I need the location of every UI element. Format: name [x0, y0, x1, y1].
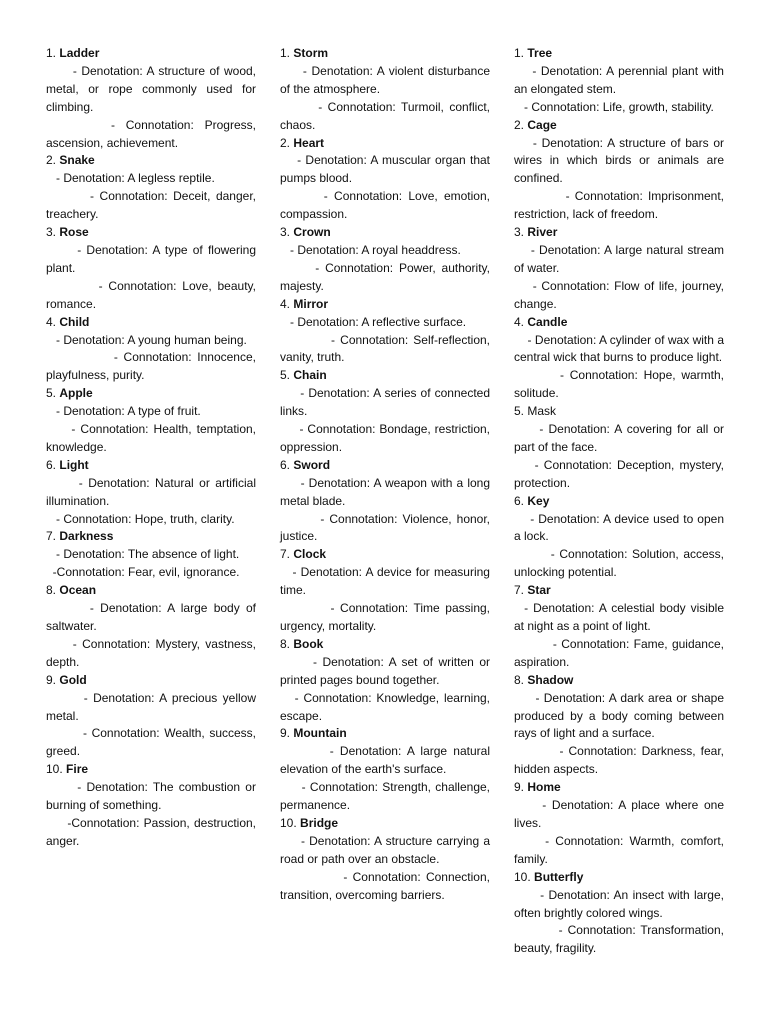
entry-number: 4.: [514, 314, 525, 329]
denotation-text: - Denotation: A covering for all or part of the face.: [514, 422, 728, 454]
denotation-text: - Denotation: A dark area or shape produced by a body coming between rays of light and a surface.: [514, 690, 728, 741]
word-entry: [280, 135, 494, 225]
word-entry: [280, 815, 494, 905]
entry-heading: [514, 582, 724, 600]
denotation-text: - Denotation: A device used to open a lock.: [514, 511, 728, 544]
connotation-text: - Connotation: Wealth, success, greed.: [46, 726, 260, 759]
connotation-text: - Connotation: Self-reflection, vanity, truth.: [280, 332, 494, 365]
entry-heading: [514, 45, 724, 63]
denotation-text: - Denotation: A series of connected links.: [280, 386, 494, 419]
entry-term: Mirror: [293, 296, 329, 311]
entry-heading: [46, 672, 256, 690]
entry-heading: [46, 314, 256, 332]
entry-number: 9.: [514, 780, 525, 795]
denotation-text: - Denotation: The absence of light.: [46, 547, 240, 562]
word-entry: [514, 779, 728, 869]
connotation-text: - Connotation: Flow of life, journey, change.: [514, 278, 728, 311]
denotation-text: - Denotation: A structure of wood, metal, or rope commonly used for climbing.: [46, 63, 260, 114]
word-entry: [280, 45, 494, 135]
entry-number: 2.: [46, 153, 57, 168]
denotation-text: - Denotation: A type of flowering plant.: [46, 242, 260, 275]
word-entry: [514, 672, 728, 779]
entry-term: Storm: [293, 46, 329, 60]
connotation-text: - Connotation: Power, authority, majesty.: [280, 260, 494, 293]
column-left: [46, 45, 260, 851]
word-entry: [514, 582, 728, 672]
entry-number: 1.: [280, 46, 291, 60]
connotation-text: - Connotation: Turmoil, conflict, chaos.: [280, 99, 494, 132]
entry-number: 6.: [280, 457, 291, 472]
connotation-text: - Connotation: Health, temptation, knowledge.: [46, 422, 260, 454]
connotation-text: -Connotation: Fear, evil, ignorance.: [46, 565, 240, 580]
entry-term: Clock: [293, 547, 327, 562]
entry-number: 6.: [46, 457, 57, 472]
entry-number: 5.: [280, 368, 291, 383]
word-entry: [46, 457, 260, 529]
entry-term: Chain: [293, 368, 327, 383]
entry-term: Rose: [59, 225, 89, 240]
entry-heading: [46, 582, 256, 600]
word-entry: [280, 725, 494, 815]
entry-term: Child: [59, 314, 90, 329]
entry-heading: [514, 224, 724, 242]
denotation-text: - Denotation: A device for measuring time.: [280, 565, 494, 598]
denotation-text: - Denotation: A precious yellow metal.: [46, 690, 260, 723]
entry-number: 1.: [46, 46, 57, 60]
entry-heading: [514, 403, 724, 421]
word-entry: [46, 582, 260, 672]
entry-number: 8.: [46, 583, 57, 598]
connotation-text: - Connotation: Strength, challenge, permanence.: [280, 780, 494, 813]
connotation-text: - Connotation: Knowledge, learning, escape.: [280, 690, 494, 723]
connotation-text: - Connotation: Darkness, fear, hidden aspects.: [514, 744, 728, 777]
entry-heading: [46, 152, 256, 170]
connotation-text: - Connotation: Warmth, comfort, family.: [514, 833, 728, 866]
entry-number: 9.: [46, 672, 57, 687]
denotation-text: - Denotation: A place where one lives.: [514, 798, 728, 830]
entry-number: 4.: [46, 314, 57, 329]
entry-heading: [280, 725, 490, 743]
entry-number: 3.: [46, 225, 57, 240]
denotation-text: - Denotation: A weapon with a long metal blade.: [280, 475, 494, 508]
entry-term: Candle: [527, 314, 568, 329]
entry-heading: [46, 385, 256, 403]
word-entry: [46, 152, 260, 224]
entry-number: 3.: [280, 225, 291, 240]
word-entry: [514, 869, 728, 959]
entry-heading: [46, 528, 256, 546]
entry-heading: [280, 224, 490, 242]
word-entry: [280, 546, 494, 636]
entry-term: Book: [293, 636, 324, 651]
connotation-text: - Connotation: Hope, warmth, solitude.: [514, 368, 728, 401]
entry-heading: [514, 314, 724, 332]
denotation-text: - Denotation: A legless reptile.: [46, 171, 215, 186]
denotation-text: - Denotation: The combustion or burning of something.: [46, 780, 260, 813]
entry-heading: [46, 45, 256, 63]
entry-term: Darkness: [59, 529, 114, 544]
entry-term: Key: [527, 493, 550, 508]
word-entry: [46, 224, 260, 314]
connotation-text: - Connotation: Mystery, vastness, depth.: [46, 636, 260, 669]
entry-number: 5.: [46, 386, 57, 401]
entry-number: 7.: [280, 547, 291, 562]
entry-number: 8.: [514, 672, 525, 687]
denotation-text: - Denotation: A large body of saltwater.: [46, 601, 260, 633]
entry-term: Bridge: [300, 815, 339, 830]
entry-term: Mask: [527, 404, 557, 419]
entry-heading: [46, 224, 256, 242]
entry-number: 7.: [514, 583, 525, 598]
denotation-text: - Denotation: A young human being.: [46, 332, 247, 347]
entry-heading: [280, 45, 490, 63]
connotation-text: - Connotation: Love, emotion, compassion.: [280, 189, 494, 222]
word-entry: [280, 367, 494, 457]
entry-term: Butterfly: [534, 869, 584, 884]
entry-heading: [46, 457, 256, 475]
connotation-text: - Connotation: Deceit, danger, treachery.: [46, 189, 260, 222]
connotation-text: - Connotation: Deception, mystery, protection.: [514, 457, 728, 490]
entry-heading: [514, 869, 724, 887]
connotation-text: - Connotation: Hope, truth, clarity.: [46, 511, 235, 526]
entry-term: Apple: [59, 386, 93, 401]
word-entry: [514, 45, 728, 117]
entry-heading: [514, 493, 724, 511]
word-entry: [46, 672, 260, 762]
entry-term: Cage: [527, 117, 557, 132]
denotation-text: - Denotation: A violent disturbance of the atmosphere.: [280, 63, 494, 96]
entry-term: Snake: [59, 153, 95, 168]
connotation-text: - Connotation: Life, growth, stability.: [514, 99, 714, 114]
entry-term: Heart: [293, 135, 325, 150]
entry-number: 2.: [280, 135, 291, 150]
entry-number: 10.: [46, 762, 63, 777]
denotation-text: - Denotation: A reflective surface.: [280, 314, 467, 329]
word-entry: [280, 296, 494, 368]
entry-number: 8.: [280, 636, 291, 651]
entry-number: 1.: [514, 46, 525, 60]
entry-heading: [514, 779, 724, 797]
denotation-text: - Denotation: A celestial body visible at night as a point of light.: [514, 601, 728, 633]
entry-term: Fire: [66, 762, 89, 777]
connotation-text: - Connotation: Solution, access, unlocking potential.: [514, 547, 728, 580]
entry-number: 7.: [46, 529, 57, 544]
entry-number: 3.: [514, 225, 525, 240]
word-entry: [514, 314, 728, 404]
connotation-text: - Connotation: Progress, ascension, achievement.: [46, 117, 260, 150]
connotation-text: - Connotation: Love, beauty, romance.: [46, 278, 260, 311]
entry-heading: [514, 672, 724, 690]
entry-heading: [280, 546, 490, 564]
denotation-text: - Denotation: An insect with large, often brightly colored wings.: [514, 887, 728, 920]
entry-term: Gold: [59, 672, 87, 687]
entry-term: Tree: [527, 46, 553, 60]
entry-number: 5.: [514, 404, 525, 419]
word-entry: [514, 117, 728, 224]
entry-heading: [280, 636, 490, 654]
denotation-text: - Denotation: A large natural elevation of the earth's surface.: [280, 744, 494, 777]
entry-term: Crown: [293, 225, 331, 240]
connotation-text: - Connotation: Bondage, restriction, oppression.: [280, 422, 494, 454]
entry-number: 10.: [514, 869, 531, 884]
denotation-text: - Denotation: A set of written or printed pages bound together.: [280, 654, 494, 687]
entry-number: 6.: [514, 493, 525, 508]
entry-term: Ocean: [59, 583, 97, 598]
connotation-text: - Connotation: Violence, honor, justice.: [280, 511, 494, 544]
denotation-text: - Denotation: A type of fruit.: [46, 404, 201, 419]
connotation-text: - Connotation: Innocence, playfulness, purity.: [46, 350, 260, 383]
entry-heading: [280, 367, 490, 385]
word-entry: [46, 528, 256, 582]
entry-number: 10.: [280, 815, 297, 830]
word-entry: [280, 224, 494, 296]
connotation-text: - Connotation: Time passing, urgency, mortality.: [280, 601, 494, 633]
column-right: [514, 45, 728, 958]
denotation-text: - Denotation: A royal headdress.: [280, 242, 461, 257]
denotation-text: - Denotation: Natural or artificial illumination.: [46, 475, 260, 508]
word-entry: [46, 314, 260, 386]
entry-heading: [280, 135, 490, 153]
word-entry: [514, 493, 728, 583]
entry-heading: [280, 296, 490, 314]
connotation-text: -Connotation: Passion, destruction, anger.: [46, 815, 260, 848]
denotation-text: - Denotation: A large natural stream of water.: [514, 242, 728, 275]
denotation-text: - Denotation: A muscular organ that pumps blood.: [280, 153, 494, 186]
entry-number: 4.: [280, 296, 291, 311]
entry-heading: [514, 117, 724, 135]
denotation-text: - Denotation: A cylinder of wax with a central wick that burns to produce light.: [514, 332, 728, 365]
entry-term: Star: [527, 583, 551, 598]
entry-heading: [280, 457, 490, 475]
entry-number: 2.: [514, 117, 525, 132]
denotation-text: - Denotation: A structure of bars or wires in which birds or animals are confined.: [514, 135, 728, 186]
connotation-text: - Connotation: Connection, transition, overcoming barriers.: [280, 869, 494, 902]
connotation-text: - Connotation: Fame, guidance, aspiration.: [514, 636, 728, 669]
entry-heading: [46, 761, 256, 779]
word-entry: [280, 636, 494, 726]
entry-term: Ladder: [59, 46, 100, 60]
entry-number: 9.: [280, 726, 291, 741]
entry-term: Sword: [293, 457, 331, 472]
denotation-text: - Denotation: A structure carrying a road or path over an obstacle.: [280, 833, 494, 866]
entry-heading: [280, 815, 490, 833]
word-entry: [514, 403, 728, 493]
word-entry: [280, 457, 494, 547]
word-entry: [46, 385, 260, 457]
column-middle: [280, 45, 494, 905]
entry-term: Mountain: [293, 726, 347, 741]
entry-term: Light: [59, 457, 89, 472]
entry-term: Shadow: [527, 672, 574, 687]
connotation-text: - Connotation: Imprisonment, restriction, lack of freedom.: [514, 189, 728, 222]
entry-term: Home: [527, 780, 561, 795]
word-entry: [46, 761, 260, 851]
entry-term: River: [527, 225, 558, 240]
connotation-text: - Connotation: Transformation, beauty, fragility.: [514, 923, 728, 956]
denotation-text: - Denotation: A perennial plant with an elongated stem.: [514, 63, 728, 96]
word-entry: [46, 45, 260, 152]
word-entry: [514, 224, 728, 314]
